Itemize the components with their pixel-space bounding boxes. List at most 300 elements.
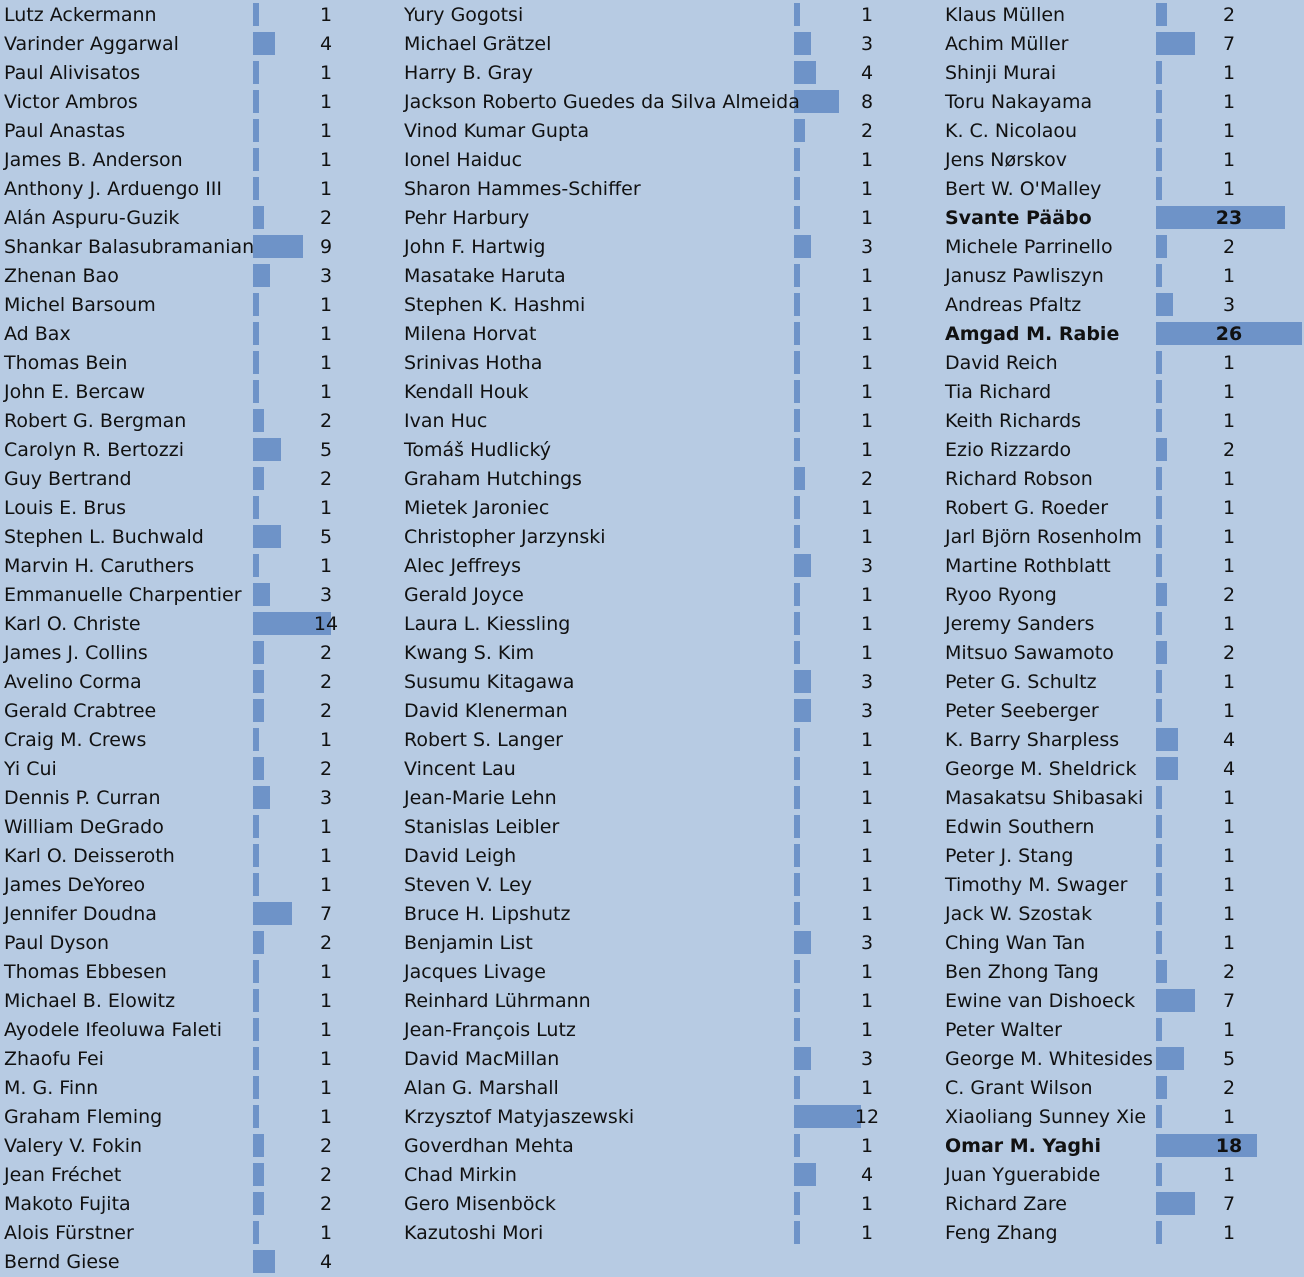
data-bar <box>1156 641 1167 664</box>
data-bar <box>794 32 811 55</box>
data-bar <box>794 3 800 26</box>
data-bar <box>1156 235 1167 258</box>
row-name: Ezio Rizzardo <box>945 439 1072 461</box>
data-bar <box>253 1047 259 1070</box>
row-name: Ching Wan Tan <box>945 932 1086 954</box>
data-bar <box>794 1221 800 1244</box>
value-label: 2 <box>860 468 874 490</box>
value-label: 1 <box>1222 555 1236 577</box>
value-label: 4 <box>319 1251 333 1273</box>
row-name: Makoto Fujita <box>4 1193 131 1215</box>
value-label: 1 <box>1222 62 1236 84</box>
row-name: James J. Collins <box>4 642 148 664</box>
row-name: Peter G. Schultz <box>945 671 1097 693</box>
data-bar <box>1156 554 1162 577</box>
row-name: Peter J. Stang <box>945 845 1074 867</box>
row-name: Thomas Bein <box>4 352 128 374</box>
data-bar <box>1156 380 1162 403</box>
data-bar <box>1156 1221 1162 1244</box>
data-bar <box>794 467 805 490</box>
row-name: Keith Richards <box>945 410 1082 432</box>
value-label: 5 <box>319 439 333 461</box>
data-bar <box>253 554 259 577</box>
value-label: 8 <box>860 91 874 113</box>
row-name: Karl O. Christe <box>4 613 141 635</box>
data-bar <box>794 612 800 635</box>
value-label: 2 <box>319 468 333 490</box>
value-label: 1 <box>1222 816 1236 838</box>
row-name: David Leigh <box>404 845 517 867</box>
data-bar <box>253 989 259 1012</box>
data-bar <box>253 438 281 461</box>
data-bar <box>1156 786 1162 809</box>
value-label: 1 <box>860 758 874 780</box>
data-bar <box>794 293 800 316</box>
value-label: 1 <box>860 178 874 200</box>
value-label: 1 <box>319 120 333 142</box>
value-label: 2 <box>319 1164 333 1186</box>
value-label: 1 <box>1222 903 1236 925</box>
value-label: 1 <box>860 1193 874 1215</box>
data-bar <box>253 873 259 896</box>
data-bar <box>253 1105 259 1128</box>
value-label: 1 <box>860 1135 874 1157</box>
data-bar <box>794 1192 800 1215</box>
value-label: 1 <box>319 1106 333 1128</box>
data-bar <box>1156 61 1162 84</box>
data-bar <box>253 525 281 548</box>
data-bar <box>253 148 259 171</box>
row-name: Vincent Lau <box>404 758 516 780</box>
row-name: Ionel Haiduc <box>404 149 523 171</box>
data-bar <box>1156 148 1162 171</box>
row-name: Tia Richard <box>945 381 1052 403</box>
value-label: 1 <box>319 91 333 113</box>
data-bar <box>794 61 816 84</box>
row-name: Srinivas Hotha <box>404 352 543 374</box>
value-label: 1 <box>860 410 874 432</box>
value-label: 2 <box>319 671 333 693</box>
value-label: 1 <box>319 990 333 1012</box>
value-label: 4 <box>860 62 874 84</box>
value-label: 1 <box>860 207 874 229</box>
row-name: Alois Fürstner <box>4 1222 134 1244</box>
row-name: Ben Zhong Tang <box>945 961 1099 983</box>
value-label: 2 <box>1222 439 1236 461</box>
row-name: Jean-François Lutz <box>404 1019 576 1041</box>
row-name: Graham Fleming <box>4 1106 163 1128</box>
value-label: 1 <box>319 149 333 171</box>
value-label: 1 <box>319 381 333 403</box>
data-bar <box>794 148 800 171</box>
row-name: Richard Zare <box>945 1193 1067 1215</box>
row-name: Jens Nørskov <box>945 149 1068 171</box>
value-label: 3 <box>860 33 874 55</box>
data-bar <box>253 467 264 490</box>
row-name: K. Barry Sharpless <box>945 729 1120 751</box>
row-name: Juan Yguerabide <box>945 1164 1101 1186</box>
value-label: 1 <box>1222 1222 1236 1244</box>
row-name: Jacques Livage <box>404 961 546 983</box>
value-label: 5 <box>1222 1048 1236 1070</box>
row-name: William DeGrado <box>4 816 164 838</box>
data-bar <box>253 1076 259 1099</box>
row-name: Zhenan Bao <box>4 265 119 287</box>
row-name: Alec Jeffreys <box>404 555 522 577</box>
data-bar <box>1156 815 1162 838</box>
data-bar <box>1156 583 1167 606</box>
value-label: 3 <box>319 265 333 287</box>
value-label: 1 <box>319 729 333 751</box>
data-bar <box>253 32 275 55</box>
value-label: 26 <box>1215 323 1243 345</box>
value-label: 1 <box>1222 874 1236 896</box>
value-label: 1 <box>1222 787 1236 809</box>
row-name: Toru Nakayama <box>945 91 1093 113</box>
data-bar <box>1156 90 1162 113</box>
data-bar <box>253 264 270 287</box>
row-name: Tomáš Hudlický <box>404 439 552 461</box>
data-bar <box>1156 119 1162 142</box>
data-bar <box>794 786 800 809</box>
row-name: Chad Mirkin <box>404 1164 517 1186</box>
data-bar <box>1156 409 1162 432</box>
row-name: Martine Rothblatt <box>945 555 1111 577</box>
value-label: 1 <box>860 1019 874 1041</box>
row-name: Jack W. Szostak <box>945 903 1093 925</box>
data-bar <box>794 119 805 142</box>
value-label: 1 <box>860 294 874 316</box>
value-label: 2 <box>1222 236 1236 258</box>
data-bar <box>1156 902 1162 925</box>
value-label: 1 <box>1222 149 1236 171</box>
data-bar <box>253 786 270 809</box>
row-name: K. C. Nicolaou <box>945 120 1078 142</box>
data-bar <box>794 1134 800 1157</box>
row-name: Susumu Kitagawa <box>404 671 575 693</box>
value-label: 1 <box>860 816 874 838</box>
row-name: Yi Cui <box>4 758 57 780</box>
data-bar <box>253 1018 259 1041</box>
value-label: 7 <box>1222 33 1236 55</box>
row-name: Ayodele Ifeoluwa Faleti <box>4 1019 223 1041</box>
value-label: 1 <box>1222 468 1236 490</box>
row-name: Craig M. Crews <box>4 729 147 751</box>
value-label: 1 <box>860 497 874 519</box>
value-label: 1 <box>1222 845 1236 867</box>
row-name: David Reich <box>945 352 1058 374</box>
value-label: 18 <box>1215 1135 1243 1157</box>
value-label: 2 <box>1222 584 1236 606</box>
row-name: Emmanuelle Charpentier <box>4 584 242 606</box>
value-label: 2 <box>319 410 333 432</box>
row-name: Masakatsu Shibasaki <box>945 787 1144 809</box>
value-label: 1 <box>860 323 874 345</box>
value-label: 4 <box>1222 729 1236 751</box>
value-label: 7 <box>319 903 333 925</box>
data-bar <box>794 1018 800 1041</box>
value-label: 3 <box>319 787 333 809</box>
data-bar <box>794 757 800 780</box>
data-bar <box>253 90 259 113</box>
row-name: Milena Horvat <box>404 323 537 345</box>
row-name: Robert G. Roeder <box>945 497 1109 519</box>
value-label: 1 <box>1222 526 1236 548</box>
row-name: Amgad M. Rabie <box>945 323 1120 345</box>
data-bar <box>253 293 259 316</box>
row-name: Jean Fréchet <box>4 1164 122 1186</box>
data-bar <box>253 815 259 838</box>
value-label: 1 <box>860 874 874 896</box>
row-name: Achim Müller <box>945 33 1069 55</box>
data-bar <box>1156 873 1162 896</box>
data-bar <box>253 931 264 954</box>
data-bar <box>253 409 264 432</box>
data-bar <box>1156 264 1162 287</box>
row-name: Svante Pääbo <box>945 207 1092 229</box>
row-name: Stanislas Leibler <box>404 816 560 838</box>
row-name: Marvin H. Caruthers <box>4 555 195 577</box>
value-label: 2 <box>319 1193 333 1215</box>
row-name: Omar M. Yaghi <box>945 1135 1101 1157</box>
value-label: 1 <box>860 903 874 925</box>
data-bar <box>794 264 800 287</box>
data-bar <box>794 438 800 461</box>
value-label: 1 <box>1222 613 1236 635</box>
data-bar <box>794 554 811 577</box>
data-bar <box>794 90 839 113</box>
data-bar <box>1156 960 1167 983</box>
data-bar <box>1156 728 1178 751</box>
row-name: Louis E. Brus <box>4 497 127 519</box>
value-label: 1 <box>860 352 874 374</box>
row-name: Jackson Roberto Guedes da Silva Almeida <box>404 91 800 113</box>
value-label: 9 <box>319 236 333 258</box>
data-bar <box>253 1134 264 1157</box>
value-label: 4 <box>1222 758 1236 780</box>
data-bar <box>794 844 800 867</box>
row-name: Kendall Houk <box>404 381 529 403</box>
value-label: 14 <box>313 613 339 635</box>
value-label: 1 <box>1222 352 1236 374</box>
row-name: Robert S. Langer <box>404 729 563 751</box>
row-name: Klaus Müllen <box>945 4 1066 26</box>
row-name: Alán Aspuru-Guzik <box>4 207 180 229</box>
data-bar <box>794 815 800 838</box>
value-label: 1 <box>1222 381 1236 403</box>
row-name: James B. Anderson <box>4 149 183 171</box>
row-name: Michael B. Elowitz <box>4 990 176 1012</box>
value-label: 2 <box>860 120 874 142</box>
row-name: Jean-Marie Lehn <box>404 787 557 809</box>
value-label: 2 <box>1222 4 1236 26</box>
row-name: Pehr Harbury <box>404 207 530 229</box>
data-bar <box>253 1163 264 1186</box>
row-name: Goverdhan Mehta <box>404 1135 574 1157</box>
value-label: 3 <box>319 584 333 606</box>
data-bar <box>253 902 292 925</box>
row-name: Guy Bertrand <box>4 468 132 490</box>
row-name: Anthony J. Arduengo III <box>4 178 223 200</box>
value-label: 1 <box>1222 1019 1236 1041</box>
row-name: Steven V. Ley <box>404 874 533 896</box>
data-bar <box>794 235 811 258</box>
row-name: Alan G. Marshall <box>404 1077 559 1099</box>
row-name: Ivan Huc <box>404 410 488 432</box>
data-bar <box>1156 32 1195 55</box>
value-label: 1 <box>319 1019 333 1041</box>
value-label: 1 <box>1222 932 1236 954</box>
row-name: John F. Hartwig <box>404 236 546 258</box>
data-bar <box>1156 1018 1162 1041</box>
row-name: Paul Anastas <box>4 120 126 142</box>
value-label: 7 <box>1222 1193 1236 1215</box>
row-name: Bert W. O'Malley <box>945 178 1102 200</box>
value-label: 1 <box>1222 120 1236 142</box>
data-bar <box>1156 525 1162 548</box>
value-label: 1 <box>860 584 874 606</box>
data-bar <box>1156 467 1162 490</box>
data-bar <box>253 496 259 519</box>
value-label: 2 <box>319 1135 333 1157</box>
value-label: 1 <box>319 874 333 896</box>
data-bar <box>253 235 303 258</box>
value-label: 1 <box>1222 1106 1236 1128</box>
value-label: 1 <box>319 497 333 519</box>
row-name: Harry B. Gray <box>404 62 534 84</box>
data-bar <box>253 960 259 983</box>
row-name: Kazutoshi Mori <box>404 1222 544 1244</box>
data-bar <box>253 670 264 693</box>
row-name: James DeYoreo <box>4 874 146 896</box>
row-name: Gerald Crabtree <box>4 700 157 722</box>
value-label: 1 <box>319 845 333 867</box>
value-label: 1 <box>860 149 874 171</box>
row-name: Graham Hutchings <box>404 468 582 490</box>
data-bar <box>1156 989 1195 1012</box>
value-label: 3 <box>860 671 874 693</box>
data-bar <box>794 583 800 606</box>
row-name: Stephen L. Buchwald <box>4 526 204 548</box>
row-name: Jennifer Doudna <box>4 903 157 925</box>
data-bar <box>794 699 811 722</box>
data-bar <box>253 351 259 374</box>
row-name: Janusz Pawliszyn <box>945 265 1104 287</box>
row-name: Ewine van Dishoeck <box>945 990 1136 1012</box>
data-bar <box>1156 1105 1162 1128</box>
value-label: 1 <box>319 555 333 577</box>
row-name: Dennis P. Curran <box>4 787 161 809</box>
value-label: 5 <box>319 526 333 548</box>
row-name: Christopher Jarzynski <box>404 526 606 548</box>
data-bar <box>794 525 800 548</box>
value-label: 7 <box>1222 990 1236 1012</box>
data-bar <box>794 960 800 983</box>
row-name: Paul Alivisatos <box>4 62 141 84</box>
value-label: 1 <box>860 642 874 664</box>
row-name: Carolyn R. Bertozzi <box>4 439 184 461</box>
row-name: C. Grant Wilson <box>945 1077 1093 1099</box>
row-name: Edwin Southern <box>945 816 1095 838</box>
row-name: Benjamin List <box>404 932 533 954</box>
row-name: Bruce H. Lipshutz <box>404 903 571 925</box>
value-label: 3 <box>860 1048 874 1070</box>
row-name: Yury Gogotsi <box>404 4 524 26</box>
value-label: 2 <box>1222 642 1236 664</box>
row-name: Sharon Hammes-Schiffer <box>404 178 641 200</box>
value-label: 2 <box>319 700 333 722</box>
data-bar <box>253 1192 264 1215</box>
row-name: John E. Bercaw <box>4 381 146 403</box>
value-label: 1 <box>319 1077 333 1099</box>
row-name: Vinod Kumar Gupta <box>404 120 590 142</box>
value-label: 1 <box>1222 178 1236 200</box>
row-name: Victor Ambros <box>4 91 138 113</box>
data-bar <box>1156 496 1162 519</box>
data-bar <box>794 902 800 925</box>
data-bar <box>1156 931 1162 954</box>
value-label: 1 <box>1222 497 1236 519</box>
value-label: 4 <box>860 1164 874 1186</box>
row-name: Richard Robson <box>945 468 1093 490</box>
row-name: Gero Misenböck <box>404 1193 556 1215</box>
value-label: 3 <box>1222 294 1236 316</box>
row-name: Avelino Corma <box>4 671 142 693</box>
value-label: 1 <box>319 4 333 26</box>
row-name: Peter Seeberger <box>945 700 1099 722</box>
data-bar <box>794 728 800 751</box>
value-label: 2 <box>1222 1077 1236 1099</box>
value-label: 1 <box>860 990 874 1012</box>
data-bar <box>1156 351 1162 374</box>
value-label: 3 <box>860 700 874 722</box>
row-name: Bernd Giese <box>4 1251 120 1273</box>
data-bar <box>1156 612 1162 635</box>
row-name: Reinhard Lührmann <box>404 990 591 1012</box>
row-name: Timothy M. Swager <box>945 874 1128 896</box>
data-bar <box>253 177 259 200</box>
value-label: 1 <box>319 294 333 316</box>
data-bar <box>253 1221 259 1244</box>
value-label: 1 <box>860 1222 874 1244</box>
value-label: 1 <box>860 787 874 809</box>
value-label: 3 <box>860 932 874 954</box>
value-label: 1 <box>319 62 333 84</box>
row-name: Andreas Pfaltz <box>945 294 1082 316</box>
data-bar <box>253 728 259 751</box>
row-name: Shankar Balasubramanian <box>4 236 255 258</box>
row-name: Kwang S. Kim <box>404 642 535 664</box>
value-label: 1 <box>860 381 874 403</box>
data-bar <box>253 206 264 229</box>
value-label: 1 <box>860 845 874 867</box>
row-name: Zhaofu Fei <box>4 1048 104 1070</box>
row-name: Robert G. Bergman <box>4 410 187 432</box>
data-bar <box>253 322 259 345</box>
row-name: Laura L. Kiessling <box>404 613 571 635</box>
data-bar <box>794 409 800 432</box>
row-name: Lutz Ackermann <box>4 4 157 26</box>
data-bar <box>794 1047 811 1070</box>
data-bar <box>253 583 270 606</box>
data-bar <box>794 1076 800 1099</box>
value-label: 3 <box>860 236 874 258</box>
data-bar <box>1156 438 1167 461</box>
value-label: 1 <box>860 526 874 548</box>
data-bar <box>1156 699 1162 722</box>
row-name: Paul Dyson <box>4 932 110 954</box>
data-bar <box>1156 1163 1162 1186</box>
